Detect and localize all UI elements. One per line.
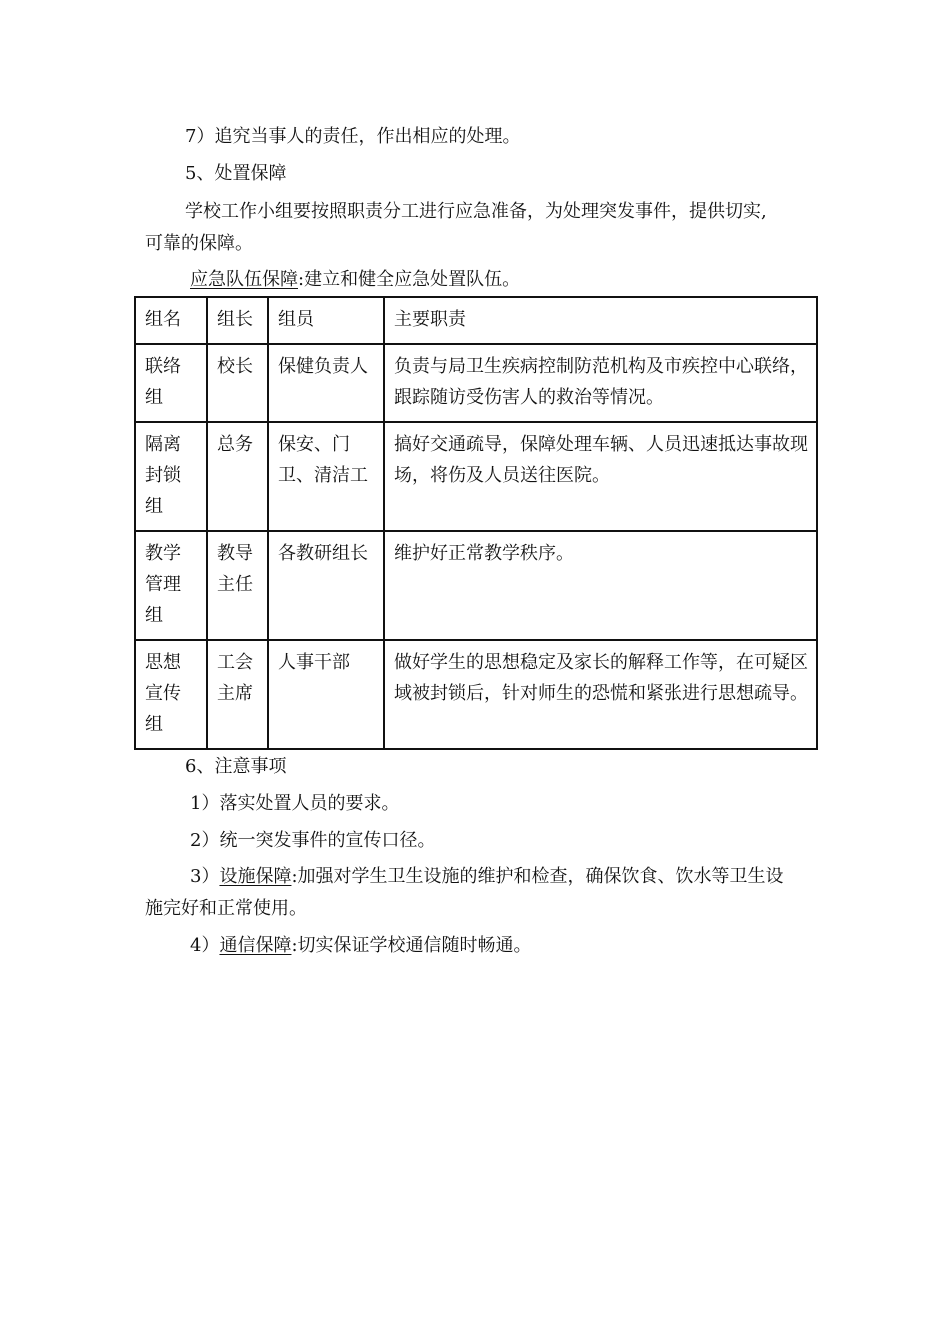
note-item-2: 2）统一突发事件的宣传口径。 [190, 830, 436, 851]
paragraph-item-7: 7）追究当事人的责任，作出相应的处理。 [185, 126, 521, 147]
section-heading-6: 6、注意事项 [185, 756, 287, 777]
paragraph-line: 可靠的保障。 [145, 233, 253, 254]
response-groups-table [134, 296, 818, 750]
table-cell: 保健负责人 [268, 344, 384, 422]
table-cell: 负责与局卫生疾病控制防范机构及市疾控中心联络，跟踪随访受伤害人的救治等情况。 [384, 344, 817, 422]
section-heading-5: 5、处置保障 [185, 163, 287, 184]
facility-guarantee-label: 设施保障 [219, 866, 292, 887]
table-cell: 思想宣传组 [135, 640, 207, 749]
note-item-3-prefix: 3） [190, 866, 220, 887]
note-item-4-prefix: 4） [190, 935, 220, 956]
team-guarantee-line [190, 268, 520, 292]
communication-guarantee-label: 通信保障 [219, 935, 292, 956]
table-row [135, 344, 817, 422]
table-header-row [135, 297, 817, 344]
table-cell: 做好学生的思想稳定及家长的解释工作等，在可疑区域被封锁后，针对师生的恐慌和紧张进行思想疏导。 [384, 640, 817, 749]
table-header-cell: 组名 [135, 297, 207, 344]
note-item-3-line2: 施完好和正常使用。 [145, 898, 307, 919]
table-header-cell: 主要职责 [384, 297, 817, 344]
table-cell: 搞好交通疏导，保障处理车辆、人员迅速抵达事故现场，将伤及人员送往医院。 [384, 422, 817, 531]
table-cell: 维护好正常教学秩序。 [384, 531, 817, 640]
table-cell: 各教研组长 [268, 531, 384, 640]
table-header-cell: 组长 [207, 297, 268, 344]
team-guarantee-label: 应急队伍保障 [190, 269, 298, 290]
paragraph-line: 学校工作小组要按照职责分工进行应急准备，为处理突发事件，提供切实, [185, 201, 767, 222]
note-item-1: 1）落实处置人员的要求。 [190, 793, 400, 814]
table-row [135, 531, 817, 640]
table-cell: 工会主席 [207, 640, 268, 749]
table-cell: 校长 [207, 344, 268, 422]
table-cell: 人事干部 [268, 640, 384, 749]
table-cell: 隔离封锁组 [135, 422, 207, 531]
table-header-cell: 组员 [268, 297, 384, 344]
table-cell: 教学管理组 [135, 531, 207, 640]
table-row [135, 422, 817, 531]
table-cell: 总务 [207, 422, 268, 531]
table-cell: 联络组 [135, 344, 207, 422]
note-item-4-text: :切实保证学校通信随时畅通。 [291, 935, 532, 956]
note-item-4 [190, 934, 532, 958]
table-cell: 保安、门卫、清洁工 [268, 422, 384, 531]
team-guarantee-text: :建立和健全应急处置队伍。 [298, 269, 521, 290]
note-item-3-text: :加强对学生卫生设施的维护和检查，确保饮食、饮水等卫生设 [291, 866, 784, 887]
note-item-3-line1 [190, 865, 784, 889]
table-row [135, 640, 817, 749]
table-cell: 教导主任 [207, 531, 268, 640]
